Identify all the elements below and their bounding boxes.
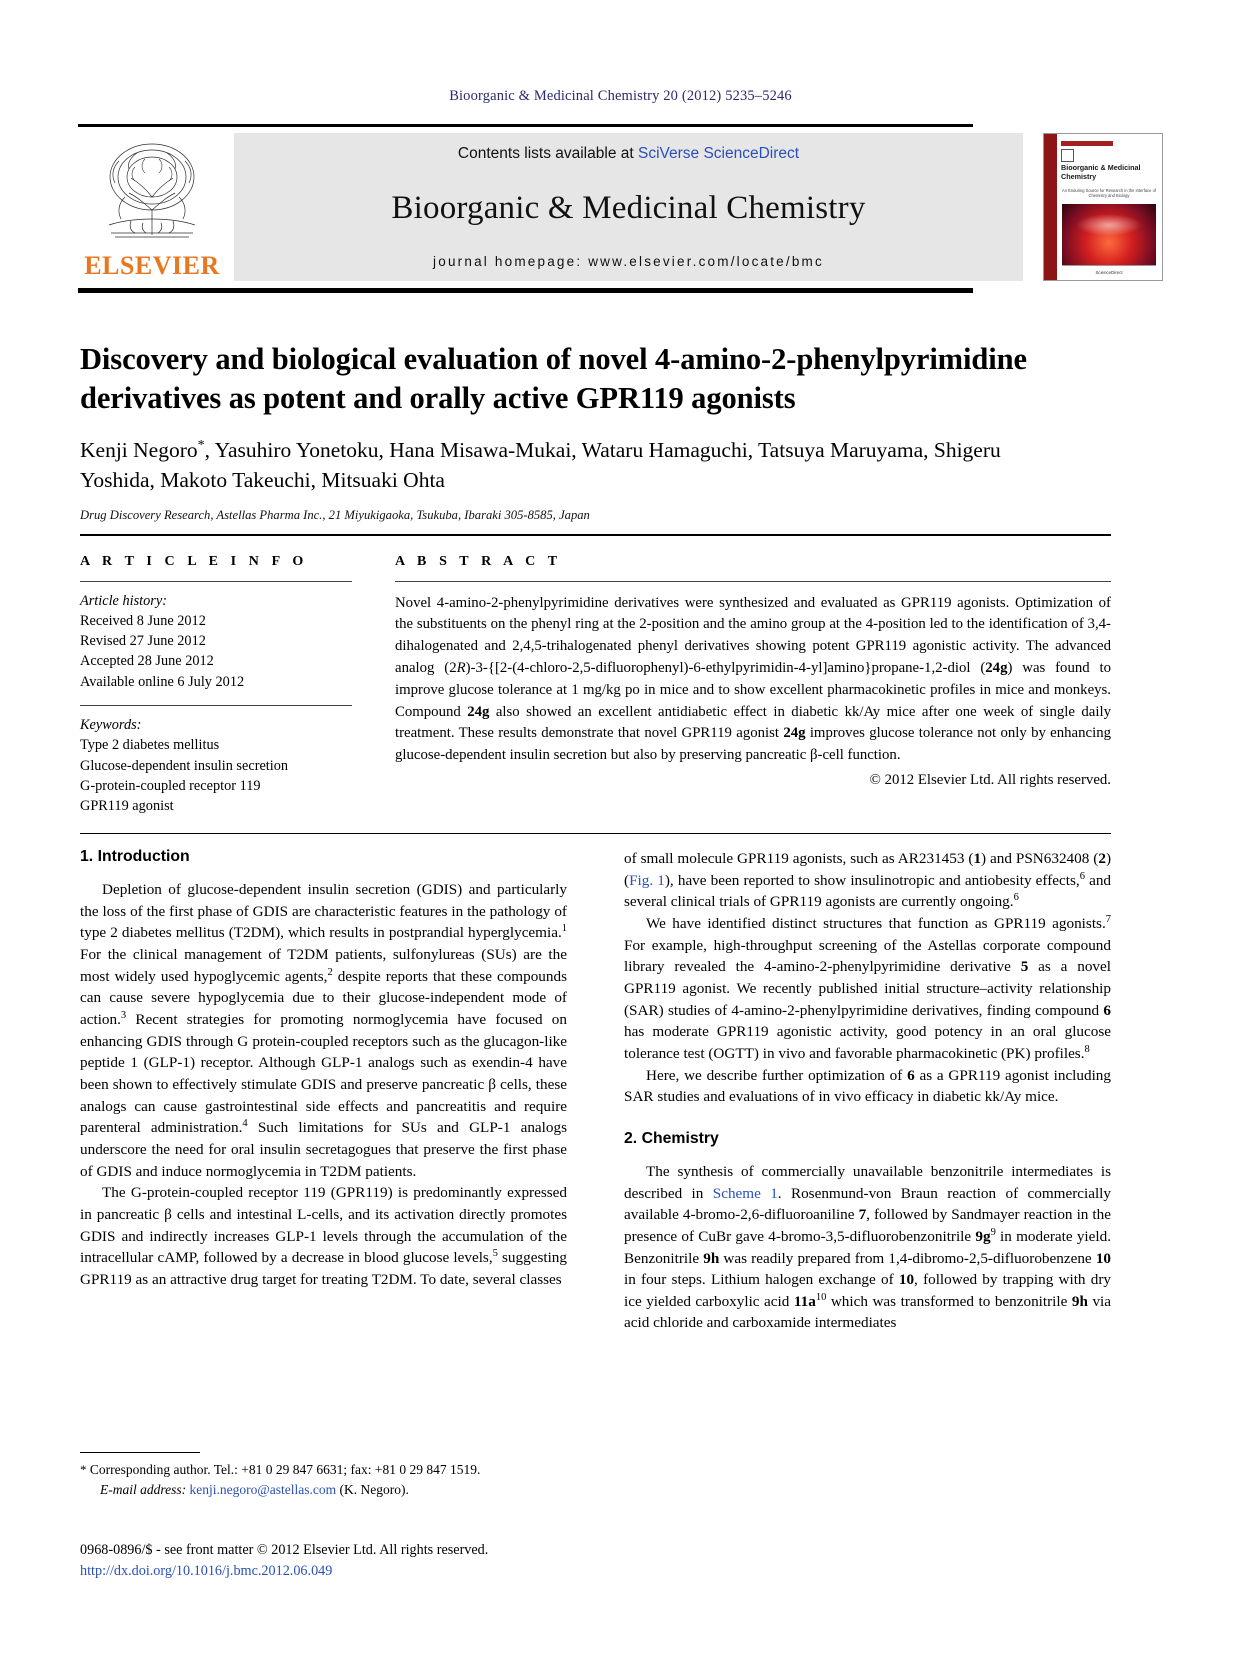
citation-ref[interactable]: 3 — [120, 1009, 127, 1021]
keywords-block — [80, 706, 352, 816]
compound-ref: 9h — [703, 1249, 720, 1267]
running-head: Bioorganic & Medicinal Chemistry 20 (2012) 5235–5246 — [449, 88, 792, 104]
citation-ref[interactable]: 1 — [561, 923, 567, 935]
abstract-copyright: © 2012 Elsevier Ltd. All rights reserved. — [869, 772, 1111, 789]
corresponding-author-footnote — [80, 1452, 567, 1500]
article-info-column — [80, 554, 352, 817]
compound-ref: 7 — [858, 1206, 867, 1224]
paragraph-part: Here, we describe further optimization of — [646, 1066, 908, 1084]
paragraph-part: has moderate GPR119 agonistic activity, good potency in an oral glucose tolerance test (OGTT) in vivo and favorable pharmacokinetic (PK) profiles. — [624, 1023, 1111, 1062]
paragraph-part: in moderate yield. Benzonitrile — [624, 1227, 1112, 1267]
compound-ref: 6 — [1103, 1001, 1111, 1019]
info-abstract-block — [80, 534, 1111, 834]
abstract-part: ) was found to improve glucose tolerance at 1 mg/kg po in mice and to show excellent pharmacokinetic profiles in mice and monkeys. Compound — [395, 660, 1112, 720]
abstract-part: also showed an excellent antidiabetic effect in diabetic kk/Ay mice after one week of single daily treatment. These results demonstrate that novel GPR119 agonist — [395, 703, 1111, 742]
paragraph-part: The synthesis of commercially unavailable benzonitrile intermediates is described in — [624, 1162, 1111, 1202]
history-item: Revised 27 June 2012 — [80, 633, 206, 650]
body-column-left — [80, 848, 567, 1290]
front-matter-line: 0968-0896/$ - see front matter © 2012 Elsevier Ltd. All rights reserved. — [80, 1542, 489, 1558]
citation-ref[interactable]: 2 — [327, 966, 333, 978]
info-bottom-rule — [80, 833, 1111, 835]
body-column-right — [624, 848, 1111, 1334]
paragraph-part: , followed by trapping with dry ice yielded carboxylic acid — [624, 1271, 1111, 1310]
author-list: Kenji Negoro*, Yasuhiro Yonetoku, Hana Misawa-Mukai, Wataru Hamaguchi, Tatsuya Maruyama, Shigeru Yoshida, Makoto Takeuchi, Mitsuaki Ohta — [80, 438, 1001, 492]
compound-ref: 9g — [975, 1227, 991, 1245]
compound-ref: 24g — [783, 725, 806, 742]
cover-divider — [1062, 265, 1156, 267]
paragraph — [624, 848, 1111, 913]
contents-prefix: Contents lists available at — [457, 145, 638, 162]
keyword-item: Type 2 diabetes mellitus — [80, 737, 220, 754]
citation-ref[interactable]: 6 — [1079, 870, 1085, 882]
paragraph-part: ) ( — [624, 850, 1111, 889]
paragraph-part: which was transformed to benzonitrile — [826, 1292, 1072, 1310]
footnote-email-line — [80, 1480, 567, 1500]
cover-footer-text: ScienceDirect — [1095, 270, 1123, 275]
article-info-heading: A R T I C L E I N F O — [80, 553, 308, 569]
cover-spine — [1044, 134, 1057, 280]
abstract-part: Novel 4-amino-2-phenylpyrimidine derivatives were synthesized and evaluated as GPR119 agonists. Optimization of the substituents on the phenyl ring at the 2-position and the amino group at the 4-position led to the identification of 3,4-dihalogenated and 2,4,5-trihalogenated phenyl derivatives showing potent GPR119 agonistic activity. The advanced analog (2 — [395, 594, 1111, 677]
paragraph-part: despite reports that these compounds can cause severe hypoglycemia due to their glucose-independent mode of action. — [80, 967, 567, 1028]
paragraph-part: as a novel GPR119 agonist. We recently published initial structure–activity relationship (SAR) studies of 4-amino-2-phenylpyrimidine derivatives, finding compound — [624, 958, 1111, 1019]
paragraph-part: suggesting GPR119 as an attractive drug target for treating T2DM. To date, several classes — [80, 1249, 567, 1288]
paragraph-part: Recent strategies for promoting normoglycemia have focused on enhancing GDIS through G protein-coupled receptors such as the glucagon-like peptide 1 (GLP-1) receptor. Although GLP-1 analogs such as exendin-4 have been shown to effectively stimulate GDIS and preserve pancreatic β cells, these analogs can cause gastrointestinal side effects and pancreatitis and require parenteral administration. — [80, 1010, 567, 1137]
paragraph-part: ), have been reported to show insulinotropic and antiobesity effects, — [664, 871, 1080, 889]
citation-ref[interactable]: 9 — [990, 1226, 996, 1238]
article-body — [80, 848, 1111, 1488]
citation-ref[interactable]: 7 — [1105, 913, 1111, 925]
compound-ref: 24g — [467, 703, 490, 720]
abstract-text — [395, 582, 1111, 768]
paragraph — [80, 1182, 567, 1290]
paragraph-part: via acid chloride and carboxamide intermediates — [624, 1292, 1111, 1332]
author-affiliation: Drug Discovery Research, Astellas Pharma Inc., 21 Miyukigaoka, Tsukuba, Ibaraki 305-8585, Japan — [80, 508, 590, 523]
masthead-top-rule — [78, 124, 973, 127]
footnote-rule — [80, 1452, 200, 1453]
citation-ref[interactable]: 8 — [1084, 1043, 1090, 1055]
elsevier-logo — [78, 133, 226, 281]
paragraph — [80, 879, 567, 1182]
journal-title: Bioorganic & Medicinal Chemistry — [391, 190, 866, 226]
citation-ref[interactable]: 6 — [1013, 892, 1019, 904]
figure-link[interactable]: Fig. 1 — [629, 871, 665, 889]
footnote-contact-text: Corresponding author. Tel.: +81 0 29 847 6631; fax: +81 0 29 847 1519. — [89, 1462, 481, 1478]
abstract-heading: A B S T R A C T — [395, 553, 562, 569]
page-title: Discovery and biological evaluation of novel 4-amino-2-phenylpyrimidine derivatives as potent and orally active GPR119 agonists — [80, 342, 1027, 415]
scheme-link[interactable]: Scheme 1 — [712, 1184, 778, 1202]
paragraph-part: We have identified distinct structures that function as GPR119 agonists. — [646, 914, 1106, 932]
email-label: E-mail address: — [100, 1482, 187, 1498]
compound-ref: 10 — [1095, 1249, 1111, 1267]
compound-ref: 10 — [898, 1271, 915, 1289]
page-footer — [80, 1540, 780, 1583]
paragraph-part: was readily prepared from 1,4-dibromo-2,5-difluorobenzene — [719, 1249, 1096, 1267]
article-history-label: Article history: — [80, 592, 167, 609]
abstract-part: )-3-{[2-(4-chloro-2,5-difluorophenyl)-6-ethylpyrimidin-4-yl]amino}propane-1,2-diol ( — [465, 660, 986, 677]
paragraph-part: of small molecule GPR119 agonists, such as AR231453 ( — [624, 850, 974, 867]
paragraph-part: For the clinical management of T2DM patients, sulfonylureas (SUs) are the most widely used hypoglycemic agents, — [80, 945, 567, 985]
compound-ref: 24g — [985, 660, 1008, 677]
title-block — [80, 340, 1080, 523]
paragraph-part: in four steps. Lithium halogen exchange of — [624, 1271, 899, 1289]
compound-ref: 6 — [907, 1066, 915, 1084]
email-owner: (K. Negoro). — [339, 1482, 409, 1498]
contents-available-line — [458, 145, 799, 163]
footnote-contact-line — [80, 1460, 567, 1480]
history-item: Available online 6 July 2012 — [80, 673, 245, 690]
cover-journal-title: Bioorganic & Medicinal Chemistry — [1061, 163, 1141, 181]
paragraph — [624, 1161, 1111, 1334]
section-heading-introduction: 1. Introduction — [80, 848, 190, 865]
paragraph — [624, 1065, 1111, 1108]
cover-artwork — [1062, 204, 1156, 266]
keyword-item: G-protein-coupled receptor 119 — [80, 777, 261, 794]
paragraph-part: For example, high-throughput screening of the Astellas corporate compound library revealed the 4-amino-2-phenylpyrimidine derivative — [624, 936, 1111, 976]
history-item: Accepted 28 June 2012 — [80, 653, 214, 670]
cover-logo-icon — [1061, 149, 1074, 162]
keywords-label: Keywords: — [80, 717, 142, 734]
masthead-bottom-rule — [78, 288, 973, 293]
compound-ref: 2 — [1098, 850, 1106, 867]
keyword-item: Glucose-dependent insulin secretion — [80, 757, 289, 774]
journal-masthead — [78, 124, 1163, 293]
abstract-part: improves glucose tolerance not only by enhancing glucose-dependent insulin secretion but also by preserving pancreatic β-cell function. — [395, 725, 1111, 764]
paragraph-part: , followed by Sandmayer reaction in the presence of CuBr gave 4-bromo-3,5-difluorobenzonitrile — [624, 1206, 1111, 1245]
paragraph-part: The G-protein-coupled receptor 119 (GPR119) is predominantly expressed in pancreatic β cells and intestinal L-cells, and its activation directly promotes GDIS and indirectly increases GLP-1 levels through the accumulation of the intracellular cAMP, followed by a decrease in blood glucose levels, — [80, 1184, 567, 1267]
cover-top-bar — [1061, 141, 1113, 146]
paragraph-part: Depletion of glucose-dependent insulin secretion (GDIS) and particularly the loss of the first phase of GDIS are characteristic features in the pathology of type 2 diabetes mellitus (T2DM), which results in postprandial hyperglycemia. — [80, 881, 567, 942]
footnote-star-marker: * — [80, 1462, 87, 1478]
paragraph-part: Such limitations for SUs and GLP-1 analogs underscore the need for oral insulin secretagogues that preserve the first phase of GDIS and induce normoglycemia in T2DM patients. — [80, 1119, 567, 1180]
abstract-stereo-descriptor: R — [456, 660, 466, 677]
paragraph-part: . Rosenmund-von Braun reaction of commercially available 4-bromo-2,6-difluoroaniline — [624, 1184, 1112, 1224]
paragraph-part: as a GPR119 agonist including SAR studies and evaluations of in vivo efficacy in diabetic kk/Ay mice. — [624, 1066, 1111, 1106]
citation-ref[interactable]: 5 — [492, 1248, 498, 1260]
paragraph-part: ) and PSN632408 ( — [981, 850, 1099, 867]
cover-subtitle: An Enduring Source for Research in the Interface of Chemistry and Biology — [1062, 188, 1156, 199]
email-link[interactable]: kenji.negoro@astellas.com — [189, 1482, 337, 1498]
journal-cover-thumbnail — [1043, 133, 1163, 281]
corresponding-author-marker: * — [197, 438, 205, 454]
citation-ref[interactable]: 4 — [242, 1118, 248, 1130]
section-heading-chemistry: 2. Chemistry — [624, 1129, 719, 1147]
info-top-rule — [80, 534, 1111, 536]
masthead-center-panel — [234, 133, 1023, 281]
compound-ref: 11a — [793, 1292, 816, 1310]
compound-ref: 5 — [1020, 958, 1029, 976]
article-history — [80, 582, 352, 692]
elsevier-wordmark: ELSEVIER — [84, 251, 220, 280]
elsevier-tree-icon — [89, 137, 215, 249]
citation-ref[interactable]: 10 — [815, 1291, 827, 1303]
sciencedirect-link[interactable]: SciVerse ScienceDirect — [637, 145, 800, 162]
abstract-column — [395, 554, 1111, 817]
journal-homepage[interactable]: journal homepage: www.elsevier.com/locate/bmc — [433, 254, 824, 269]
compound-ref: 1 — [973, 850, 982, 867]
history-item: Received 8 June 2012 — [80, 612, 206, 629]
paragraph-part: and several clinical trials of GPR119 agonists are currently ongoing. — [624, 871, 1112, 911]
paragraph — [624, 913, 1111, 1065]
compound-ref: 9h — [1071, 1292, 1088, 1310]
keyword-item: GPR119 agonist — [80, 798, 174, 815]
doi-link[interactable]: http://dx.doi.org/10.1016/j.bmc.2012.06.049 — [80, 1563, 333, 1580]
